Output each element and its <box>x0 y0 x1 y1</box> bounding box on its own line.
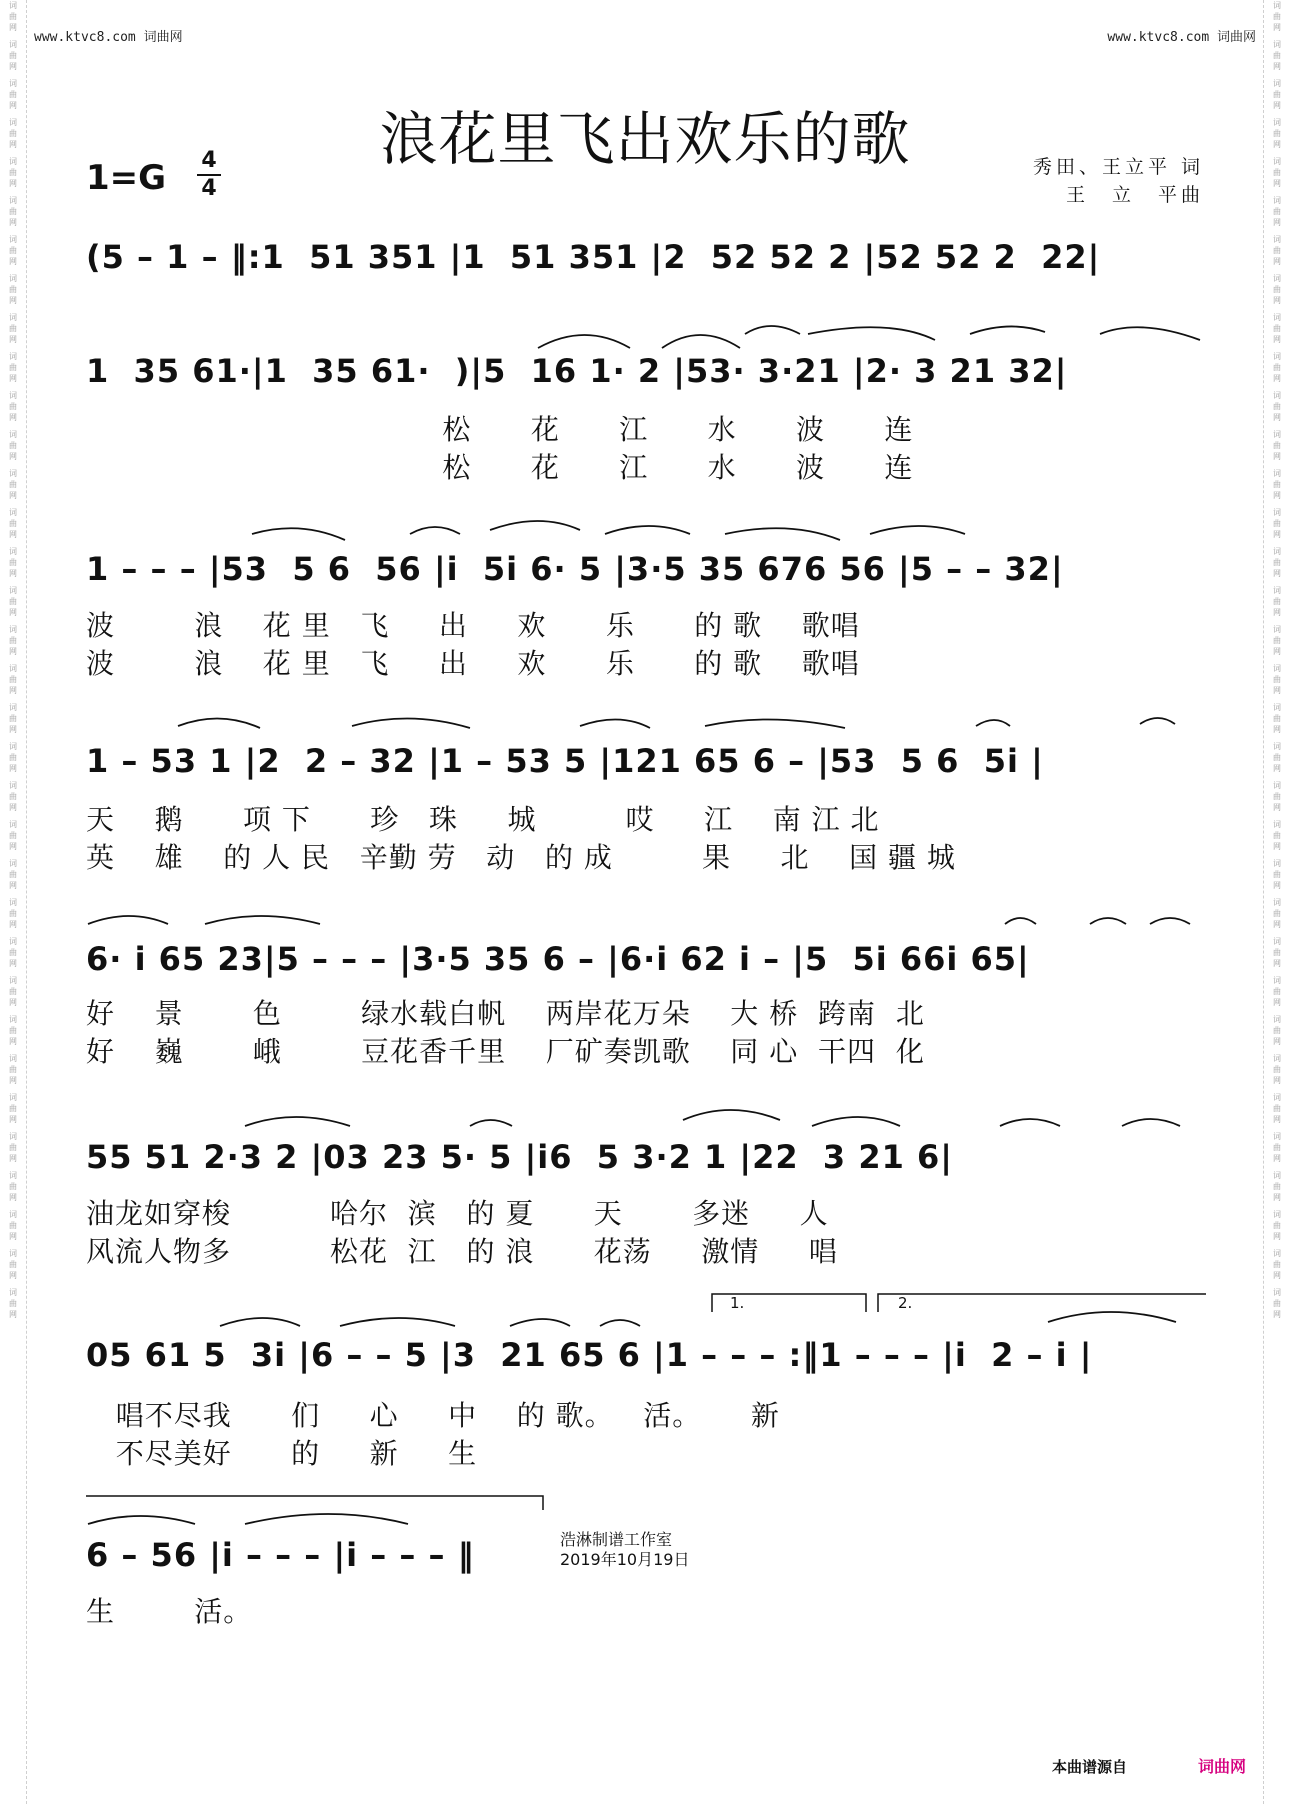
side-watermark-text: 词 曲 网 <box>1273 79 1281 110</box>
side-watermark-text: 词 曲 网 <box>1273 820 1281 851</box>
side-watermark-text: 词 曲 网 <box>1273 898 1281 929</box>
footer-source-label: 本曲谱源自 <box>1052 1758 1128 1776</box>
staff-line-7-lyric-verse-2: 不尽美好 的 新 生 <box>86 1437 478 1470</box>
side-watermark-text: 词 曲 网 <box>1273 586 1281 617</box>
side-watermark-text: 词 曲 网 <box>9 586 17 617</box>
side-watermark-text: 词 曲 网 <box>1273 1054 1281 1085</box>
side-watermark-text: 词 曲 网 <box>9 859 17 890</box>
staff-line-3-lyric-verse-2: 波 浪 花 里 飞 出 欢 乐 的 歌 歌唱 <box>86 647 860 680</box>
second-ending-bracket <box>878 1294 1206 1312</box>
side-watermark-text: 词 曲 网 <box>1273 703 1281 734</box>
header-left-site: www.ktvc8.com 词曲网 <box>34 30 183 45</box>
side-watermark-text: 词 曲 网 <box>1273 118 1281 149</box>
side-watermark-text: 词 曲 网 <box>9 820 17 851</box>
staff-line-3-lyric-verse-1: 波 浪 花 里 飞 出 欢 乐 的 歌 歌唱 <box>86 609 860 642</box>
side-watermark-text: 词 曲 网 <box>9 703 17 734</box>
staff-line-1-notes: (5 – 1 – ‖:1 51 351 |1 51 351 |2 52 52 2 |52 52 2 22| <box>86 238 1101 276</box>
time-signature-top: 4 <box>201 148 217 173</box>
side-watermark-text: 词 曲 网 <box>9 196 17 227</box>
staff-line-4-lyric-verse-2: 英 雄 的 人 民 辛勤 劳 动 的 成 果 北 国 疆 城 <box>86 841 956 874</box>
side-watermark-text: 词 曲 网 <box>1273 1 1281 32</box>
side-watermark-text: 词 曲 网 <box>9 547 17 578</box>
side-watermark-text: 词 曲 网 <box>9 1132 17 1163</box>
side-watermark-text: 词 曲 网 <box>9 352 17 383</box>
final-tie-line <box>86 1496 543 1510</box>
side-watermark-text: 词 曲 网 <box>9 742 17 773</box>
side-watermark-text: 词 曲 网 <box>9 664 17 695</box>
side-watermark-text: 词 曲 网 <box>9 976 17 1007</box>
staff-line-2-lyric-verse-2: 松 花 江 水 波 连 <box>86 451 914 484</box>
side-watermark-text: 词 曲 网 <box>1273 469 1281 500</box>
staff-line-7-notes: 05 61 5 3i |6 – – 5 |3 21 65 6 |1 – – – :‖1 – – – |i 2 – i | <box>86 1336 1093 1374</box>
header-right-site: www.ktvc8.com 词曲网 <box>1107 30 1256 45</box>
staff-line-6-lyric-verse-2: 风流人物多 松花 江 的 浪 花荡 激情 唱 <box>86 1235 838 1268</box>
side-watermark-text: 词 曲 网 <box>9 1093 17 1124</box>
side-watermark-text: 词 曲 网 <box>9 235 17 266</box>
side-watermark-text: 词 曲 网 <box>1273 391 1281 422</box>
lyricist-credit: 秀田、王立平 词 <box>1032 156 1204 178</box>
time-signature-bottom: 4 <box>201 176 217 201</box>
side-watermark-text: 词 曲 网 <box>9 1015 17 1046</box>
staff-line-4-lyric-verse-1: 天 鹅 项 下 珍 珠 城 哎 江 南 江 北 <box>86 803 880 836</box>
side-watermark-text: 词 曲 网 <box>1273 1171 1281 1202</box>
side-watermark-text: 词 曲 网 <box>1273 1249 1281 1280</box>
side-watermark-text: 词 曲 网 <box>1273 40 1281 71</box>
side-watermark-text: 词 曲 网 <box>1273 1288 1281 1319</box>
side-watermark-text: 词 曲 网 <box>9 1054 17 1085</box>
side-watermark-text: 词 曲 网 <box>9 508 17 539</box>
key-signature: 1=G <box>86 158 167 198</box>
side-watermark-text: 词 曲 网 <box>1273 859 1281 890</box>
side-watermark-text: 词 曲 网 <box>1273 547 1281 578</box>
side-watermark-text: 词 曲 网 <box>1273 1093 1281 1124</box>
side-watermark-text: 词 曲 网 <box>1273 625 1281 656</box>
side-watermark-text: 词 曲 网 <box>1273 235 1281 266</box>
staff-line-5-lyric-verse-1: 好 景 色 绿水载白帆 两岸花万朵 大 桥 跨南 北 <box>86 997 925 1030</box>
slur-marks <box>88 326 1200 1524</box>
staff-line-7-lyric-verse-1: 唱不尽我 们 心 中 的 歌。 活。 新 <box>86 1399 780 1432</box>
side-watermark-text: 词 曲 网 <box>9 1249 17 1280</box>
staff-line-2-notes: 1 35 61·|1 35 61· )|5 16 1· 2 |53· 3·21 |2· 3 21 32| <box>86 352 1068 390</box>
side-watermark-text: 词 曲 网 <box>9 118 17 149</box>
staff-line-6-lyric-verse-1: 油龙如穿梭 哈尔 滨 的 夏 天 多迷 人 <box>86 1197 829 1230</box>
side-watermark-text: 词 曲 网 <box>9 1171 17 1202</box>
side-watermark-text: 词 曲 网 <box>9 1288 17 1319</box>
side-watermark-text: 词 曲 网 <box>1273 157 1281 188</box>
side-watermark-text: 词 曲 网 <box>9 1210 17 1241</box>
second-ending-label: 2. <box>898 1294 913 1312</box>
side-watermark-text: 词 曲 网 <box>1273 937 1281 968</box>
side-watermark-text: 词 曲 网 <box>1273 352 1281 383</box>
staff-line-4-notes: 1 – 53 1 |2 2 – 32 |1 – 53 5 |121 65 6 – |53 5 6 5i | <box>86 742 1044 780</box>
staff-line-8-notes: 6 – 56 |i – – – |i – – – ‖ <box>86 1536 475 1574</box>
first-ending-label: 1. <box>730 1294 745 1312</box>
side-watermark-text: 词 曲 网 <box>9 79 17 110</box>
staff-line-6-notes: 55 51 2·3 2 |03 23 5· 5 |i6 5 3·2 1 |22 3 21 6| <box>86 1138 953 1176</box>
footer-site-link[interactable]: 词曲网 <box>1198 1757 1247 1776</box>
side-watermark-text: 词 曲 网 <box>1273 1132 1281 1163</box>
side-watermark-text: 词 曲 网 <box>1273 976 1281 1007</box>
staff-line-3-notes: 1 – – – |53 5 6 56 |i 5i 6· 5 |3·5 35 676 56 |5 – – 32| <box>86 550 1064 588</box>
side-watermark-text: 词 曲 网 <box>1273 1210 1281 1241</box>
side-watermark-text: 词 曲 网 <box>9 937 17 968</box>
side-watermark-text: 词 曲 网 <box>9 391 17 422</box>
side-watermark-text: 词 曲 网 <box>1273 1015 1281 1046</box>
side-watermark-text: 词 曲 网 <box>1273 430 1281 461</box>
side-watermark-text: 词 曲 网 <box>1273 274 1281 305</box>
side-watermark-text: 词 曲 网 <box>1273 196 1281 227</box>
side-watermark-text: 词 曲 网 <box>1273 664 1281 695</box>
staff-line-5-lyric-verse-2: 好 巍 峨 豆花香千里 厂矿奏凯歌 同 心 干四 化 <box>86 1035 925 1068</box>
side-watermark-text: 词 曲 网 <box>9 40 17 71</box>
side-watermark-text: 词 曲 网 <box>1273 313 1281 344</box>
side-watermark-text: 词 曲 网 <box>9 313 17 344</box>
song-title: 浪花里飞出欢乐的歌 <box>379 105 911 173</box>
side-watermark-text: 词 曲 网 <box>9 430 17 461</box>
side-watermark-text: 词 曲 网 <box>9 898 17 929</box>
studio-date: 2019年10月19日 <box>560 1550 690 1569</box>
staff-line-8-lyric-verse-1: 生 活。 <box>86 1595 253 1628</box>
studio-name: 浩淋制谱工作室 <box>560 1530 673 1549</box>
composer-credit: 王 立 平曲 <box>1065 184 1204 206</box>
staff-line-5-notes: 6· i 65 23|5 – – – |3·5 35 6 – |6·i 62 i – |5 5i 66i 65| <box>86 940 1030 978</box>
side-watermark-text: 词 曲 网 <box>1273 742 1281 773</box>
side-watermark-text: 词 曲 网 <box>1273 781 1281 812</box>
side-watermark-text: 词 曲 网 <box>9 625 17 656</box>
side-watermark-text: 词 曲 网 <box>1273 508 1281 539</box>
side-watermark-text: 词 曲 网 <box>9 781 17 812</box>
first-ending-bracket <box>712 1294 866 1312</box>
side-watermark-text: 词 曲 网 <box>9 157 17 188</box>
staff-line-2-lyric-verse-1: 松 花 江 水 波 连 <box>86 413 914 446</box>
side-watermark-text: 词 曲 网 <box>9 274 17 305</box>
side-watermark-text: 词 曲 网 <box>9 1 17 32</box>
side-watermark-text: 词 曲 网 <box>9 469 17 500</box>
